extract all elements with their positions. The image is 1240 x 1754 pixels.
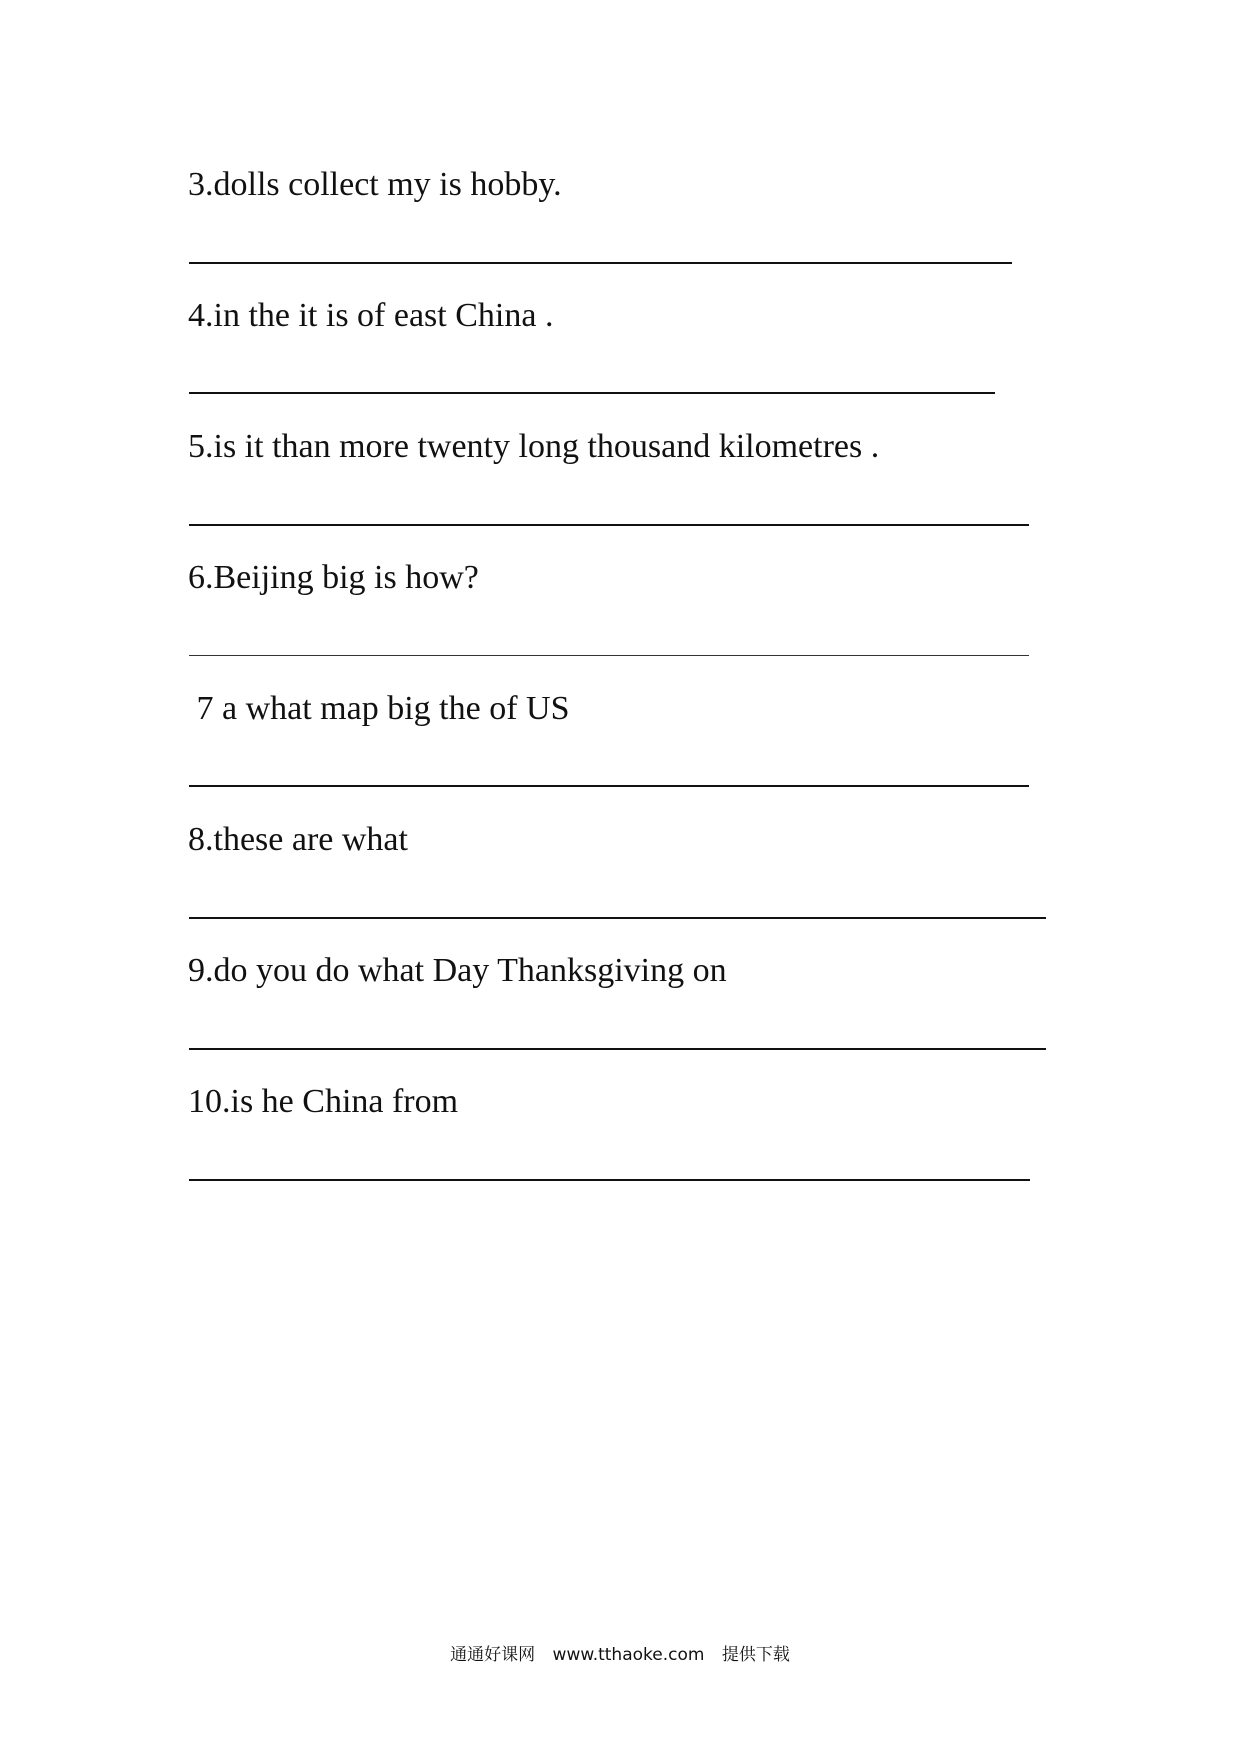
question-text: 7 a what map big the of US — [188, 690, 570, 727]
answer-line — [189, 524, 1029, 526]
answer-line — [189, 392, 995, 394]
question-text: 10.is he China from — [188, 1083, 459, 1120]
footer-attribution — [0, 1640, 1240, 1665]
answer-line — [189, 262, 1012, 264]
answer-line — [189, 917, 1046, 919]
question-text: 6.Beijing big is how? — [188, 559, 479, 596]
question-text: 4.in the it is of east China . — [188, 297, 554, 334]
question-text: 9.do you do what Day Thanksgiving on — [188, 952, 727, 989]
answer-line — [189, 785, 1029, 787]
answer-line — [189, 655, 1029, 656]
question-text: 8.these are what — [188, 821, 408, 858]
footer-url: www.tthaoke.com — [552, 1645, 705, 1665]
footer-suffix: 提供下载 — [721, 1645, 790, 1665]
footer-site-name: 通通好课网 — [450, 1645, 536, 1665]
question-text: 5.is it than more twenty long thousand kilometres . — [188, 428, 880, 465]
question-text: 3.dolls collect my is hobby. — [188, 166, 562, 203]
answer-line — [189, 1048, 1046, 1050]
answer-line — [189, 1179, 1030, 1181]
